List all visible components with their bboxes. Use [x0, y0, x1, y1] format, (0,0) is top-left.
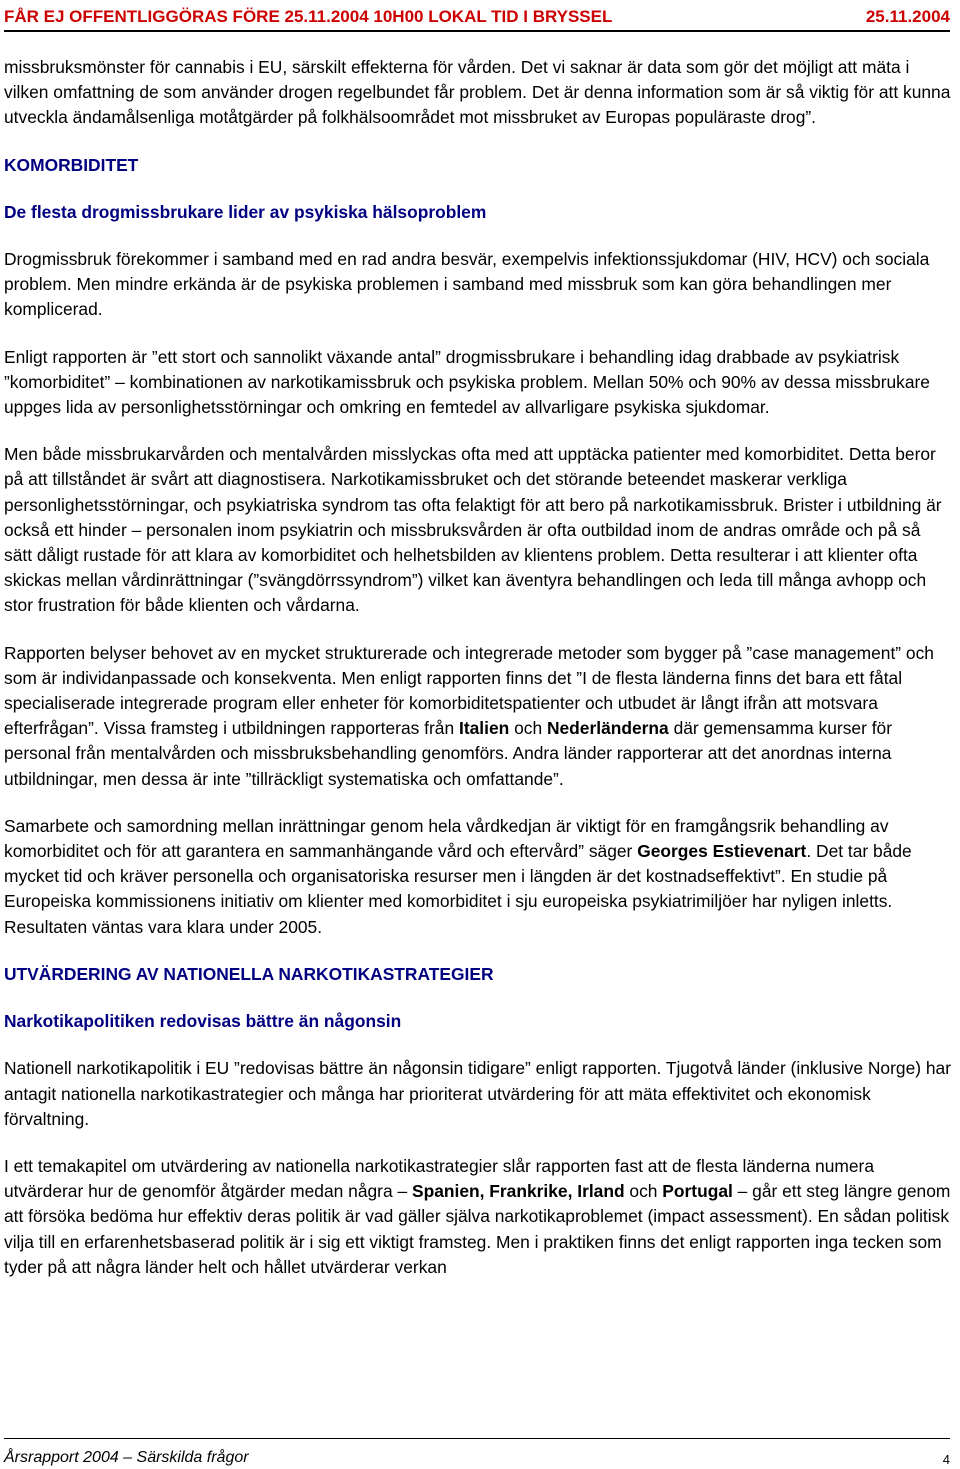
text-run: där gemensamma kurser för personal från mentalvården och missbruksbehandling genomförs. Andra länder rapporterar att det anordnas interna utbildningar, men dessa är inte ”tillräckligt systematiska och omfattande”.	[4, 718, 892, 789]
header-date: 25.11.2004	[865, 7, 950, 26]
paragraph-temakapitel	[4, 1154, 952, 1280]
page-number: 4	[942, 1452, 950, 1467]
paragraph-missbrukarvarden: Men både missbrukarvården och mentalvården misslyckas ofta med att upptäcka patienter med komorbiditet. Detta beror på att tillståndet är svårt att diagnostisera. Narkotikamissbruket och det störande beteendet maskerar verkliga personlighetsstörningar, och psykiatriska syndrom tas ofta felaktigt för att bero på narkotikamissbruk. Brister i utbildning är också ett hinder – personalen inom psykiatrin och missbruksvården är ofta outbildad inom de andras område och på så sätt dåligt rustade för att klara av komorbiditet och helhetsbilden av klientens problem. Detta resulterar i att klienter ofta skickas mellan vårdinrättningar (”svängdörrssyndrom”) vilket kan äventyra behandlingen och leda till många avhopp och stor frustration för både klienten och vårdarna.	[4, 444, 942, 616]
paragraph-enligt-rapporten: Enligt rapporten är ”ett stort och sannolikt växande antal” drogmissbrukare i behandling idag drabbade av psykiatrisk ”komorbiditet” – kombinationen av narkotikamissbruk och psykiska problem. Mellan 50% och 90% av dessa missbrukare uppges lida av personlighetsstörningar och omkring en femtedel av allvarligare psykiska sjukdomar.	[4, 346, 930, 418]
text-run: I ett temakapitel om utvärdering av nationella narkotikastrategier slår rapporten fast att de flesta länderna numera utvärderar hur de genomför åtgärder medan några –	[4, 1155, 875, 1202]
subheading-narkotikapolitiken: Narkotikapolitiken redovisas bättre än någonsin	[4, 1011, 402, 1032]
text-run: – går ett steg längre genom att försöka bedöma hur effektiv deras politik är vad gäller själva narkotikaproblemet (impact assessment). En sådan politisk vilja till en erfarenhetsbaserad politik är i sig ett viktigt framsteg. Men i praktiken finns det enligt rapporten inga tecken som tyder på att några länder helt och hållet utvärderar verkan	[4, 1181, 951, 1277]
text-run: och	[624, 1181, 663, 1202]
text-run: . Det tar både mycket tid och kräver personella och organisatoriska resurser men i längden är det kostnadseffektivt”. En studie på Europeiska kommissionens initiativ om klienter med komorbiditet i sju europeiska psykiatrimiljöer har nyligen inletts. Resultaten väntas vara klara under 2005.	[4, 841, 912, 937]
page-footer	[4, 1438, 950, 1467]
text-run: och	[509, 718, 547, 739]
embargo-header	[4, 4, 950, 32]
country-portugal: Portugal	[662, 1181, 733, 1202]
document-body	[4, 55, 952, 1280]
person-georges-estievenart: Georges Estievenart	[637, 841, 807, 862]
embargo-notice: FÅR EJ OFFENTLIGGÖRAS FÖRE 25.11.2004 10H00 LOKAL TID I BRYSSEL	[4, 7, 613, 26]
paragraph-intro: missbruksmönster för cannabis i EU, särskilt effekterna för vården. Det vi saknar är data som gör det möjligt att mäta i vilken omfattning de som använder drogen regelbundet får problem. Det är denna information som är så viktig för att kunna utveckla ändamålsenliga motåtgärder på folkhälsoområdet mot missbruket av Europas populäraste drog”.	[4, 57, 951, 128]
countries-group: Spanien, Frankrike, Irland	[411, 1181, 625, 1202]
footer-title: Årsrapport 2004 – Särskilda frågor	[4, 1449, 249, 1466]
country-italien: Italien	[458, 718, 510, 739]
country-nederlanderna: Nederländerna	[546, 718, 669, 739]
paragraph-rapporten-belyser	[4, 641, 952, 792]
paragraph-nationell: Nationell narkotikapolitik i EU ”redovisas bättre än någonsin tidigare” enligt rapporten. Tjugotvå länder (inklusive Norge) har antagit nationella narkotikastrategier och många har prioriterat utvärdering för att mäta effektivitet och ekonomisk förvaltning.	[4, 1058, 951, 1129]
text-run: Rapporten belyser behovet av en mycket strukturerade och integrerade metoder som bygger på ”case management” och som är individanpassade och konsekventa. Men enligt rapporten finns det ”I de flesta länderna finns det bara ett fåtal specialiserade integrerade program eller enheter för komorbiditetspatienter och utbudet är långt ifrån att motsvara efterfrågan”. Vissa framsteg i utbildningen rapporteras från	[4, 642, 934, 739]
paragraph-samarbete	[4, 814, 952, 940]
section-heading-komorbiditet: KOMORBIDITET	[4, 154, 139, 175]
text-run: Samarbete och samordning mellan inrättningar genom hela vårdkedjan är viktigt för en framgångsrik behandling av komorbiditet och för att garantera en sammanhängande vård och eftervård” säger	[4, 815, 889, 862]
paragraph-drogmissbruk: Drogmissbruk förekommer i samband med en rad andra besvär, exempelvis infektionssjukdomar (HIV, HCV) och sociala problem. Men mindre erkända är de psykiska problemen i samband med missbruk som kan göra behandlingen mer komplicerad.	[4, 249, 930, 320]
section-heading-utvardering: UTVÄRDERING AV NATIONELLA NARKOTIKASTRATEGIER	[4, 963, 494, 984]
subheading-psykiska: De flesta drogmissbrukare lider av psykiska hälsoproblem	[4, 201, 487, 222]
